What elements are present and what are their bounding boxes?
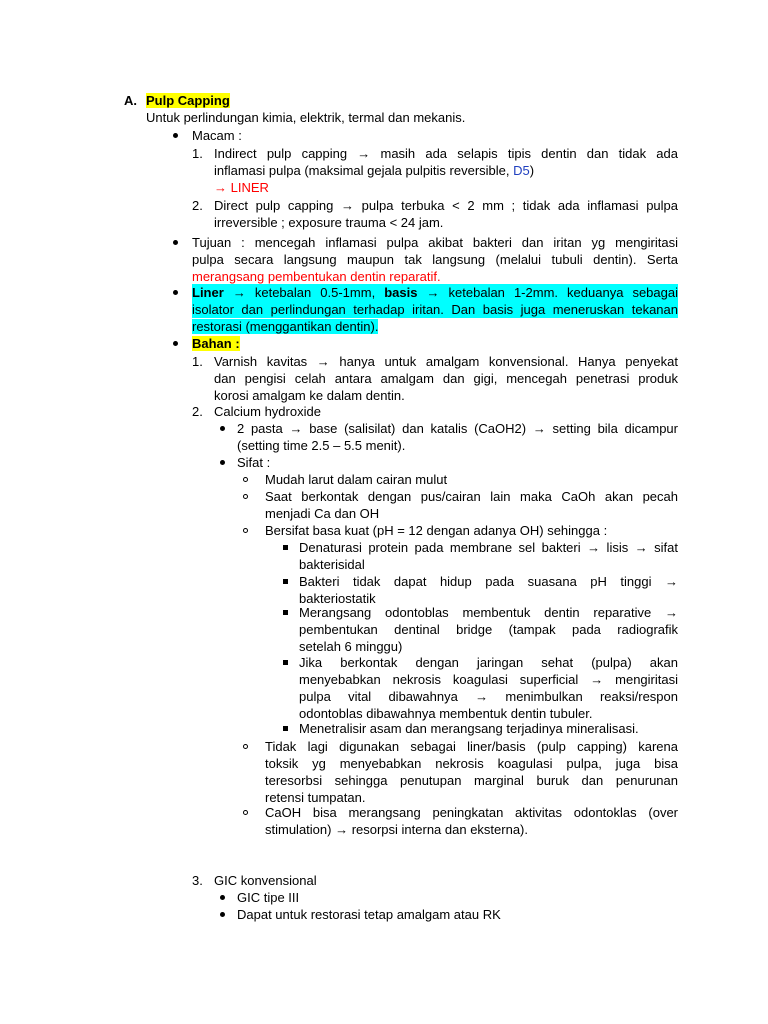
- sifat-1: Mudah larut dalam cairan mulut: [265, 472, 448, 487]
- macam-item2-line1: Direct pulp capping → pulpa terbuka < 2 mm ; tidak ada inflamasi pulpa: [214, 198, 678, 213]
- liner-text-b: → ketebalan 1-2mm. keduanya sebagai: [417, 285, 678, 300]
- liner-line3: [192, 318, 378, 335]
- list-number: 3.: [192, 873, 203, 888]
- sq1-line2: bakterisidal: [299, 557, 365, 572]
- liner-note: → LINER: [214, 180, 269, 195]
- bahan-label-text: Bahan :: [192, 336, 240, 351]
- bullet-circle: [243, 494, 248, 499]
- sq4-line3: pulpa vital dibawahnya → menimbulkan reaksi/respon: [299, 689, 678, 704]
- pasta-line2: (setting time 2.5 – 5.5 menit).: [237, 438, 406, 453]
- macam-item1-text: inflamasi pulpa (maksimal gejala pulpitis reversible,: [214, 163, 514, 178]
- sq3-line3: setelah 6 minggu): [299, 639, 403, 654]
- tujuan-line3: merangsang pembentukan dentin reparatif.: [192, 269, 441, 284]
- bullet-dot: [220, 460, 225, 465]
- d5-reference: D5: [513, 163, 530, 178]
- tujuan-line1: Tujuan : mencegah inflamasi pulpa akibat bakteri dan iritan yg mengiritasi: [192, 235, 678, 250]
- varnish-line1: Varnish kavitas → hanya untuk amalgam konvensional. Hanya penyekat: [214, 354, 678, 369]
- macam-item2-line2: irreversible ; exposure trauma < 24 jam.: [214, 215, 444, 230]
- bullet-dot: [173, 133, 178, 138]
- bullet-square: [283, 545, 288, 550]
- liner-line3-text: restorasi (menggantikan dentin).: [192, 319, 379, 334]
- sq4-line2: menyebabkan nekrosis koagulasi superficial → mengiritasi: [299, 672, 678, 687]
- tujuan-line2: pulpa secara langsung maupun tak langsung (melalui tubuli dentin). Serta: [192, 252, 678, 267]
- sifat-4-line1: Tidak lagi digunakan sebagai liner/basis (pulp capping) karena: [265, 739, 678, 754]
- liner-label: Liner: [192, 285, 224, 300]
- bullet-dot: [220, 895, 225, 900]
- caoh-title: Calcium hydroxide: [214, 404, 321, 419]
- varnish-line3: korosi amalgam ke dalam dentin.: [214, 388, 405, 403]
- bullet-circle: [243, 528, 248, 533]
- bullet-square: [283, 660, 288, 665]
- sq5: Menetralisir asam dan merangsang terjadinya mineralisasi.: [299, 721, 639, 736]
- section-intro: Untuk perlindungan kimia, elektrik, termal dan mekanis.: [146, 110, 466, 125]
- liner-line1: [192, 284, 678, 301]
- sifat-4-line2: toksik yg menyebabkan nekrosis koagulasi pulpa, juga bisa: [265, 756, 678, 771]
- sq2-line1: Bakteri tidak dapat hidup pada suasana pH tinggi →: [299, 574, 678, 589]
- liner-line2-text: isolator dan perlindungan terhadap iritan. Dan basis juga meneruskan tekanan: [192, 302, 678, 317]
- list-number: 2.: [192, 404, 203, 419]
- bullet-dot: [220, 912, 225, 917]
- sifat-2-line2: menjadi Ca dan OH: [265, 506, 380, 521]
- bullet-dot: [173, 240, 178, 245]
- section-title: [146, 92, 230, 109]
- liner-text-a: → ketebalan 0.5-1mm,: [223, 285, 385, 300]
- bullet-square: [283, 726, 288, 731]
- macam-item1-paren: ): [529, 163, 535, 178]
- sifat-5-line1: CaOH bisa merangsang peningkatan aktivitas odontoklas (over: [265, 805, 678, 820]
- sq4-line4: odontoblas dibawahnya membentuk dentin tubuler.: [299, 706, 593, 721]
- sifat-4-line4: retensi tumpatan.: [265, 790, 366, 805]
- bullet-square: [283, 579, 288, 584]
- macam-item1-line1: Indirect pulp capping → masih ada selapis tipis dentin dan tidak ada: [214, 146, 678, 161]
- gic-title: GIC konvensional: [214, 873, 317, 888]
- sifat-label: Sifat :: [237, 455, 271, 470]
- list-number: 2.: [192, 198, 203, 213]
- section-letter: A.: [124, 93, 137, 108]
- bullet-circle: [243, 744, 248, 749]
- sifat-2-line1: Saat berkontak dengan pus/cairan lain maka CaOh akan pecah: [265, 489, 678, 504]
- bullet-circle: [243, 810, 248, 815]
- bullet-dot: [220, 426, 225, 431]
- basis-label: basis: [384, 285, 418, 300]
- sifat-5-line2: stimulation) → resorpsi interna dan eksterna).: [265, 822, 529, 837]
- sifat-4-line3: teresorbsi sehingga penutupan marginal buruk dan penurunan: [265, 773, 678, 788]
- pasta-line1: 2 pasta → base (salisilat) dan katalis (CaOH2) → setting bila dicampur: [237, 421, 678, 436]
- list-number: 1.: [192, 146, 203, 161]
- macam-item1-line2: [214, 162, 534, 179]
- bullet-dot: [173, 341, 178, 346]
- sifat-3: Bersifat basa kuat (pH = 12 dengan adanya OH) sehingga :: [265, 523, 608, 538]
- gic-b1: GIC tipe III: [237, 890, 300, 905]
- gic-b2: Dapat untuk restorasi tetap amalgam atau RK: [237, 907, 501, 922]
- sq3-line1: Merangsang odontoblas membentuk dentin reparative →: [299, 605, 678, 620]
- sq3-line2: pembentukan dentinal bridge (tampak pada radiografik: [299, 622, 678, 637]
- list-number: 1.: [192, 354, 203, 369]
- sq2-line2: bakteriostatik: [299, 591, 376, 606]
- bullet-circle: [243, 477, 248, 482]
- macam-label: Macam :: [192, 128, 242, 143]
- section-title-text: Pulp Capping: [146, 93, 230, 108]
- bullet-square: [283, 610, 288, 615]
- varnish-line2: dan pengisi celah antara amalgam dan gigi, mencegah penetrasi produk: [214, 371, 678, 386]
- bullet-dot: [173, 290, 178, 295]
- sq4-line1: Jika berkontak dengan jaringan sehat (pulpa) akan: [299, 655, 678, 670]
- liner-line2: [192, 301, 678, 318]
- bahan-label: [192, 335, 240, 352]
- sq1-line1: Denaturasi protein pada membrane sel bakteri → lisis → sifat: [299, 540, 678, 555]
